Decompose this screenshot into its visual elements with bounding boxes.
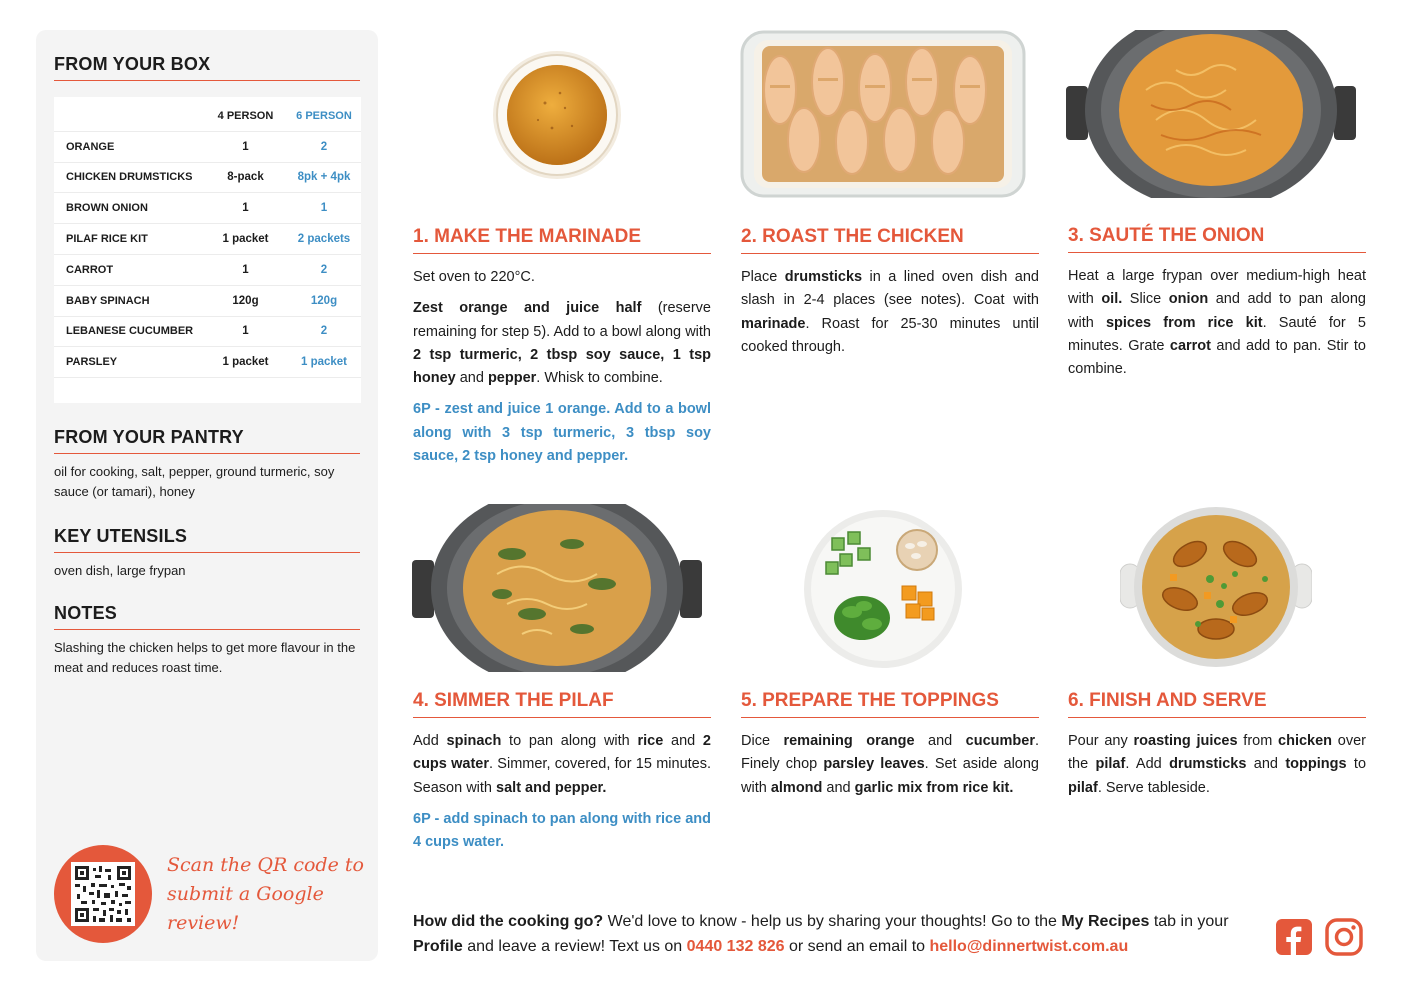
notes-text: Slashing the chicken helps to get more flavour in the meat and reduces roast time.	[54, 640, 356, 675]
step-1-p2: Zest orange and juice half (reserve remaining for step 5). Add to a bowl along with 2 tsp turmeric, 2 tbsp soy sauce, 1 tsp honey and pepper. Whisk to combine.	[413, 300, 711, 387]
step-3	[1068, 225, 1366, 389]
pantry-title: FROM YOUR PANTRY	[54, 427, 360, 454]
col-6-person: 6 PERSON	[296, 109, 352, 122]
step-4-body	[413, 730, 711, 854]
roast-chicken-photo	[740, 30, 1026, 198]
table-row: BABY SPINACH 120g 120g	[54, 286, 361, 317]
utensils-title: KEY UTENSILS	[54, 526, 360, 553]
qr-code[interactable]	[71, 862, 135, 926]
pantry-text: oil for cooking, salt, pepper, ground turmeric, soy sauce (or tamari), honey	[54, 464, 335, 499]
step-6-body	[1068, 730, 1366, 800]
step-4-title: 4. SIMMER THE PILAF	[413, 690, 711, 718]
utensils-text: oven dish, large frypan	[54, 563, 186, 578]
facebook-icon[interactable]	[1275, 918, 1313, 956]
step-2-body	[741, 266, 1039, 359]
step-3-body	[1068, 265, 1366, 381]
table-row: CARROT 1 2	[54, 255, 361, 286]
step-1	[413, 226, 711, 476]
marinade-bowl-photo	[490, 48, 624, 182]
col-4-person: 4 PERSON	[217, 109, 274, 122]
box-table-header	[54, 101, 361, 132]
ingredients-sidebar	[36, 30, 378, 961]
step-1-title: 1. MAKE THE MARINADE	[413, 226, 711, 254]
step-6-title: 6. FINISH AND SERVE	[1068, 690, 1366, 718]
step-2-title: 2. ROAST THE CHICKEN	[741, 226, 1039, 254]
qr-badge	[54, 845, 152, 943]
step-5-p1: Dice remaining orange and cucumber. Finely chop parsley leaves. Set aside along with almond and garlic mix from rice kit.	[741, 733, 1039, 796]
instagram-icon[interactable]	[1325, 918, 1363, 956]
step-4-6p: 6P - add spinach to pan along with rice and 4 cups water.	[413, 810, 711, 851]
step-3-p1: Heat a large frypan over medium-high heat with oil. Slice onion and add to pan along with spices from rice kit. Sauté for 5 minutes. Grate carrot and add to pan. Stir to combine.	[1068, 268, 1366, 378]
step-5	[741, 690, 1039, 808]
step-2-p1: Place drumsticks in a lined oven dish and slash in 2-4 places (see notes). Coat with marinade. Roast for 25-30 minutes until cooked through.	[741, 269, 1039, 355]
saute-onion-photo	[1066, 30, 1356, 198]
step-1-body	[413, 266, 711, 468]
step-4-p1: Add spinach to pan along with rice and 2 cups water. Simmer, covered, for 15 minutes. Season with salt and pepper.	[413, 733, 712, 796]
table-row: CHICKEN DRUMSTICKS 8-pack 8pk + 4pk	[54, 163, 361, 194]
step-5-body	[741, 730, 1039, 800]
feedback-footer: How did the cooking go? We'd love to know - help us by sharing your thoughts! Go to the My Recipes tab in your Profile and leave a review! Text us on 0440 132 826 or send an email to hello@dinnertwist.com.au	[413, 913, 1229, 955]
step-4	[413, 690, 711, 862]
simmer-pilaf-photo	[412, 504, 702, 672]
notes-title: NOTES	[54, 603, 360, 630]
box-table	[54, 97, 361, 403]
step-2	[741, 226, 1039, 367]
qr-code-icon	[75, 866, 131, 922]
step-1-6p: 6P - zest and juice 1 orange. Add to a bowl along with 3 tsp turmeric, 3 tbsp soy sauce, 2 tsp honey and pepper.	[413, 401, 711, 465]
table-row: PARSLEY 1 packet 1 packet	[54, 347, 361, 378]
qr-caption: Scan the QR code to submit a Google review!	[167, 853, 364, 934]
box-title: FROM YOUR BOX	[54, 54, 360, 81]
table-row: ORANGE 1 2	[54, 132, 361, 163]
table-row: BROWN ONION 1 1	[54, 193, 361, 224]
footer-question: How did the cooking go?	[413, 913, 604, 930]
email-link[interactable]: hello@dinnertwist.com.au	[929, 938, 1129, 955]
step-5-title: 5. PREPARE THE TOPPINGS	[741, 690, 1039, 718]
table-row: PILAF RICE KIT 1 packet 2 packets	[54, 224, 361, 255]
step-6	[1068, 690, 1366, 808]
toppings-plate-photo	[802, 508, 964, 670]
phone-link[interactable]: 0440 132 826	[686, 938, 785, 955]
qr-review	[54, 845, 367, 943]
step-6-p1: Pour any roasting juices from chicken over the pilaf. Add drumsticks and toppings to pilaf. Serve tableside.	[1068, 733, 1367, 796]
step-3-title: 3. SAUTÉ THE ONION	[1068, 225, 1366, 253]
social-links	[1275, 918, 1363, 956]
table-row: LEBANESE CUCUMBER 1 2	[54, 317, 361, 348]
finish-serve-photo	[1120, 504, 1312, 670]
step-1-p1: Set oven to 220°C.	[413, 269, 535, 285]
